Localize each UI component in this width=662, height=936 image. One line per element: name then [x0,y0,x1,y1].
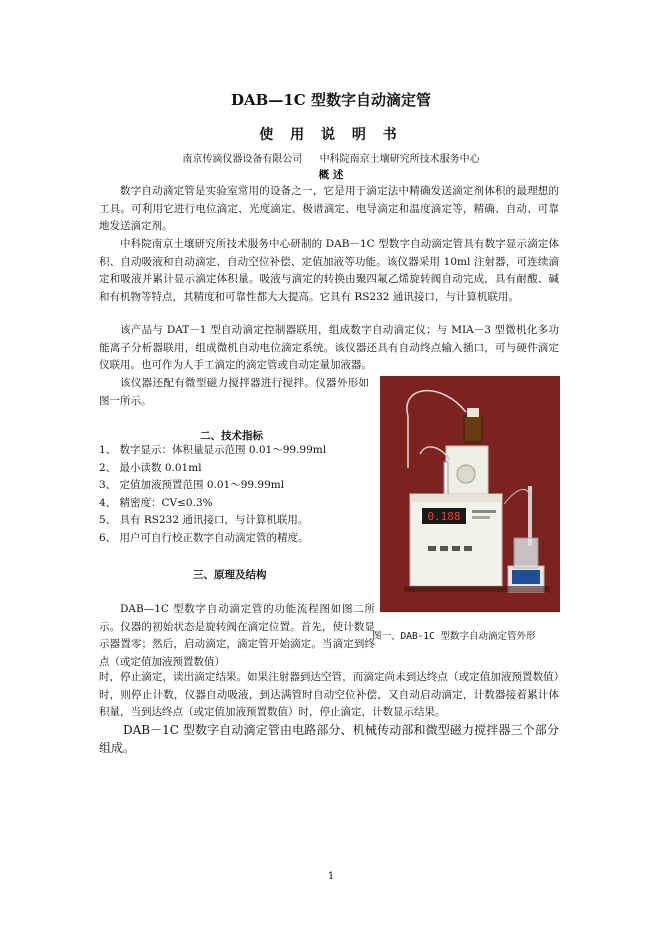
figure-caption: 图一、DAB-1C 型数字自动滴定管外形 [372,631,536,642]
paragraph-features: 中科院南京土壤研究所技术服务中心研制的 DAB－1C 型数字自动滴定管具有数字显示滴定体积、自动吸液和自动滴定、自动空位补偿、定值加液等功能。该仪器采用 10ml 注射器，可连续滴定和吸液并累计显示滴定体积量。吸液与滴定的转换由聚四氟乙烯旋转阀自动完成，具有耐酸、碱和有机物等特点，其精度和可靠性都大大提高。它具有 RS232 通讯接口，与计算机联用。 [99,238,559,303]
spec-item: 3、 定值加液预置范围 0.01～99.99ml [99,479,285,492]
device-photo [380,376,560,612]
paragraph-intro: 数字自动滴定管是实验室常用的设备之一，它是用于滴定法中精确发送滴定剂体积的最理想的工具。可利用它进行电位滴定、光度滴定、极谱滴定、电导滴定和温度滴定等，精确、自动、可靠地发送滴定剂。 [99,185,559,233]
page-number: 1 [327,871,335,882]
paragraph-structure: DAB－1C 型数字自动滴定管由电路部分、机械传动部和微型磁力搅拌器三个部分组成。 [99,723,559,755]
section-heading-principle: 三、原理及结构 [193,569,267,581]
organization-1: 南京传滴仪器设备有限公司 [182,154,303,165]
section-heading-specs: 二、技术指标 [200,430,263,442]
spec-item: 4、 精密度：CV≤0.3% [99,496,213,509]
paragraph-stirrer: 该仪器还配有微型磁力搅拌器进行搅拌。仪器外形如图一所示。 [99,377,369,407]
paragraph-flow-continued: 时，停止滴定，读出滴定结果。如果注射器到达空管，而滴定尚未到达终点（或定值加液预置数值）时，则停止计数，仪器自动吸液，到达满管时自动空位补偿，又自动启动滴定，计数器接着累计体积量，当到达终点（或定值加液预置数值）时，停止滴定，计数显示结果。 [99,671,559,719]
spec-item: 5、 具有 RS232 通讯接口，与计算机联用。 [99,514,309,527]
device-display-readout: 0.188 [427,510,461,523]
document-subtitle: 使 用 说 明 书 [259,127,403,143]
overview-heading: 概 述 [318,169,344,181]
paragraph-flow: DAB—1C 型数字自动滴定管的功能流程图如图二所示。仪器的初始状态是旋转阀在滴定位置。首先，使计数显示器置零；然后，启动滴定，滴定管开始滴定。当滴定到终点（或定值加液预置数值） [99,603,375,668]
organizations-line [0,150,662,165]
spec-item: 6、 用户可自行校正数字自动滴定管的精度。 [99,531,309,544]
organization-2: 中科院南京土壤研究所技术服务中心 [319,154,480,165]
document-title: DAB—1C 型数字自动滴定管 [231,91,431,109]
spec-item: 2、 最小读数 0.01ml [99,461,202,474]
spec-item: 1、 数字显示：体积量显示范围 0.01～99.99ml [99,444,327,456]
paragraph-integration: 该产品与 DAT－1 型自动滴定控制器联用，组成数字自动滴定仪；与 MIA－3 型微机化多功能离子分析器联用，组成微机自动电位滴定系统。该仪器还具有自动终点输入插口，可与硬件滴定仪联用。也可作为人手工滴定的滴定管或自动定量加液器。 [99,324,559,372]
specs-list [99,442,369,548]
